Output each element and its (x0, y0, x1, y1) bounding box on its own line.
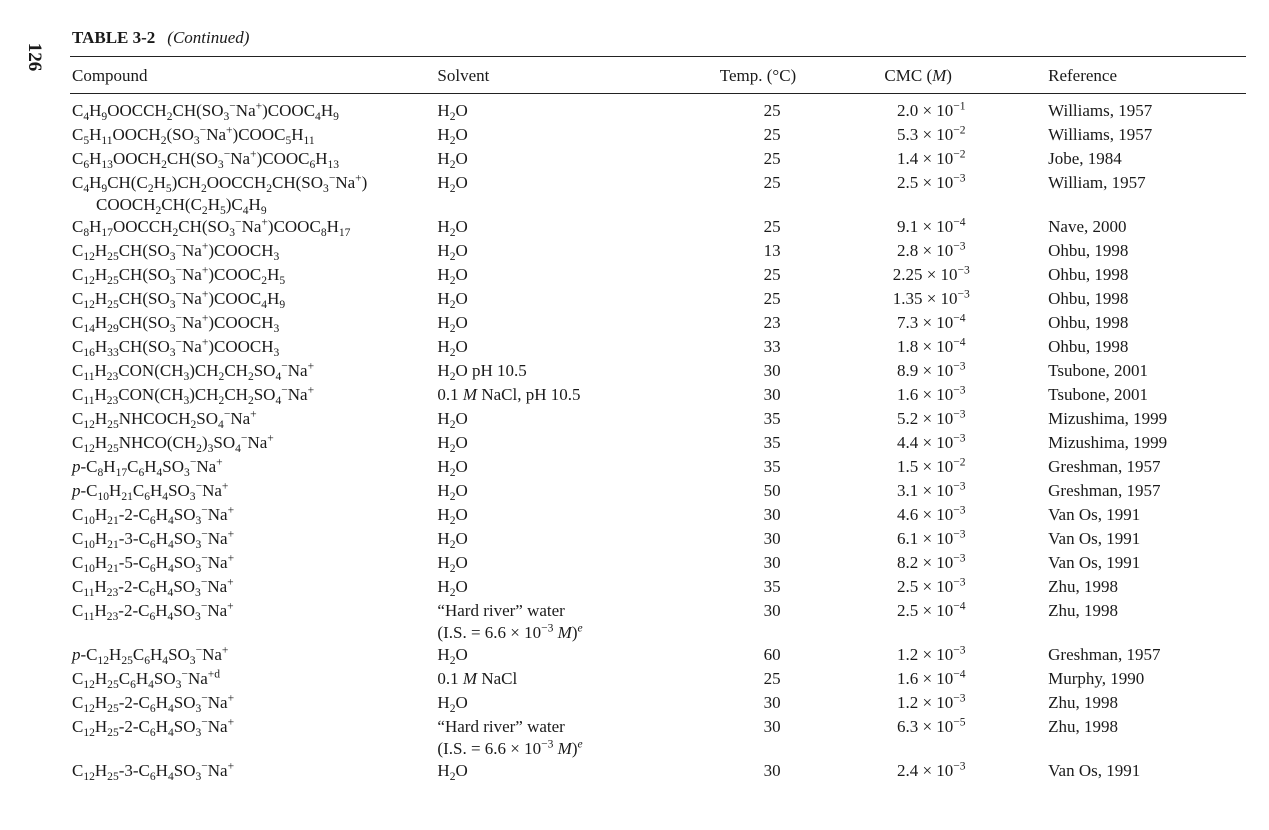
solvent-cell (437, 90, 699, 124)
temperature-cell: 35 (763, 577, 781, 596)
reference-cell: Murphy, 1990 (1048, 669, 1145, 688)
temperature-cell: 25 (763, 125, 781, 144)
reference-cell: Van Os, 1991 (1048, 529, 1141, 548)
compound-cell (72, 692, 437, 716)
table-body (72, 90, 1269, 784)
cmc-cell: $2.5 \times 10^{-4}$ (896, 599, 966, 620)
cmc-cell: $2.5 \times 10^{-3}$ (896, 171, 966, 192)
compound-cell (72, 148, 437, 172)
temperature-cell: 30 (763, 761, 781, 780)
table-row (72, 432, 1269, 456)
cmc-cell: $1.35 \times 10^{-3}$ (892, 287, 970, 308)
solvent-cell-line: $H_2O$ (437, 337, 468, 360)
cmc-cell: $2.4 \times 10^{-3}$ (896, 759, 966, 780)
table-row (72, 576, 1269, 600)
table-row (72, 336, 1269, 360)
compound-cell (72, 760, 437, 784)
solvent-cell (437, 264, 699, 288)
solvent-cell (437, 760, 699, 784)
solvent-cell-line: “Hard river” water (437, 717, 565, 736)
table-row (72, 288, 1269, 312)
table-continued: (Continued) (167, 28, 250, 47)
temperature-cell: 30 (763, 553, 781, 572)
solvent-cell (437, 456, 699, 480)
temperature-cell: 25 (763, 265, 781, 284)
table-row (72, 716, 1269, 760)
compound-cell-line: $C_{12}H_{25}-2-C_6H_4SO_3^-Na^+$ (72, 691, 235, 716)
compound-cell-line: $C_{12}H_{25}CH(SO_3^-Na^+)COOCH_3$ (72, 239, 280, 264)
compound-cell (72, 264, 437, 288)
compound-cell (72, 384, 437, 408)
reference-cell: Tsubone, 2001 (1048, 361, 1148, 380)
solvent-cell (437, 552, 699, 576)
reference-cell: Ohbu, 1998 (1048, 289, 1129, 308)
temperature-cell: 25 (763, 669, 781, 688)
solvent-cell (437, 288, 699, 312)
temperature-cell: 25 (763, 173, 781, 192)
reference-cell: Nave, 2000 (1048, 217, 1127, 236)
compound-cell-line: $C_{16}H_{33}CH(SO_3^-Na^+)COOCH_3$ (72, 335, 280, 360)
compound-cell-line: $p-C_{12}H_{25}C_6H_4SO_3^-Na^+$ (72, 643, 229, 668)
column-header-temp: Temp. (°C) (719, 66, 797, 85)
solvent-cell-line: $H_2O$ (437, 289, 468, 312)
temperature-cell: 30 (763, 693, 781, 712)
reference-cell: Williams, 1957 (1048, 125, 1153, 144)
solvent-cell-line: 0.1 M NaCl (437, 669, 518, 688)
reference-cell: Zhu, 1998 (1048, 693, 1119, 712)
compound-cell (72, 600, 437, 644)
compound-cell-line: $C_{10}H_{21}-5-C_6H_4SO_3^-Na^+$ (72, 551, 235, 576)
solvent-cell (437, 480, 699, 504)
reference-cell: Ohbu, 1998 (1048, 337, 1129, 356)
column-header-solvent: Solvent (437, 66, 490, 85)
compound-cell (72, 360, 437, 384)
temperature-cell: 25 (763, 149, 781, 168)
compound-cell (72, 576, 437, 600)
compound-cell-line: $C_{12}H_{25}C_6H_4SO_3^-Na^{+d}$ (72, 667, 221, 692)
table-row (72, 172, 1269, 216)
cmc-cell: $8.2 \times 10^{-3}$ (896, 551, 966, 572)
compound-cell-line: $C_{10}H_{21}-2-C_6H_4SO_3^-Na^+$ (72, 503, 235, 528)
temperature-cell: 30 (763, 717, 781, 736)
page-number: 126 (24, 42, 45, 72)
reference-cell: Zhu, 1998 (1048, 717, 1119, 736)
table-row (72, 408, 1269, 432)
solvent-cell-line: $H_2O$ (437, 217, 468, 240)
solvent-cell-line: $H_2O$ (437, 241, 468, 264)
cmc-cell: $8.9 \times 10^{-3}$ (896, 359, 966, 380)
solvent-cell-line: $H_2O$ (437, 577, 468, 600)
cmc-table (72, 62, 1269, 784)
cmc-cell: $7.3 \times 10^{-4}$ (896, 311, 966, 332)
temperature-cell: 23 (763, 313, 781, 332)
temperature-cell: 30 (763, 385, 781, 404)
cmc-cell: $2.25 \times 10^{-3}$ (892, 263, 970, 284)
cmc-cell: $9.1 \times 10^{-4}$ (896, 215, 966, 236)
solvent-cell-line: $H_2O$ pH 10.5 (437, 361, 527, 384)
compound-cell (72, 172, 437, 216)
solvent-cell (437, 432, 699, 456)
temperature-cell: 25 (763, 217, 781, 236)
solvent-cell-line: $H_2O$ (437, 149, 468, 172)
compound-cell-line: $C_{12}H_{25}NHCO(CH_2)_3SO_4^-Na^+$ (72, 431, 274, 456)
table-top-rule (70, 56, 1246, 57)
table-caption (72, 28, 249, 48)
table-row (72, 216, 1269, 240)
compound-cell (72, 90, 437, 124)
column-header-cmc: CMC (M) (884, 66, 952, 85)
solvent-cell-line: $H_2O$ (437, 313, 468, 336)
compound-cell (72, 480, 437, 504)
compound-cell-line: $C_{12}H_{25}CH(SO_3^-Na^+)COOC_2H_5$ (72, 263, 286, 288)
solvent-cell (437, 716, 699, 760)
solvent-cell-line: $H_2O$ (437, 529, 468, 552)
solvent-cell (437, 576, 699, 600)
cmc-cell: $2.8 \times 10^{-3}$ (896, 239, 966, 260)
reference-cell: Mizushima, 1999 (1048, 433, 1168, 452)
cmc-cell: $1.6 \times 10^{-4}$ (896, 667, 966, 688)
cmc-cell: $1.4 \times 10^{-2}$ (896, 147, 966, 168)
compound-cell-line: $C_4H_9OOCCH_2CH(SO_3^-Na^+)COOC_4H_9$ (72, 99, 339, 124)
cmc-cell: $3.1 \times 10^{-3}$ (896, 479, 966, 500)
solvent-cell-line: 0.1 M NaCl, pH 10.5 (437, 385, 581, 404)
compound-cell (72, 716, 437, 760)
solvent-cell (437, 668, 699, 692)
compound-cell-line: $C_8H_{17}OOCCH_2CH(SO_3^-Na^+)COOC_8H_{17}$ (72, 215, 351, 240)
compound-cell-line: $C_{12}H_{25}-2-C_6H_4SO_3^-Na^+$ (72, 715, 235, 740)
compound-cell (72, 552, 437, 576)
compound-cell (72, 504, 437, 528)
reference-cell: Greshman, 1957 (1048, 457, 1161, 476)
solvent-cell-line: “Hard river” water (437, 601, 565, 620)
compound-cell-line: $C_5H_{11}OOCH_2(SO_3^-Na^+)COOC_5H_{11}$ (72, 123, 315, 148)
compound-cell (72, 456, 437, 480)
table-row (72, 90, 1269, 124)
solvent-cell-line: $H_2O$ (437, 505, 468, 528)
solvent-cell-line: $H_2O$ (437, 553, 468, 576)
reference-cell: Van Os, 1991 (1048, 505, 1141, 524)
reference-cell: Zhu, 1998 (1048, 601, 1119, 620)
solvent-cell-line: $H_2O$ (437, 409, 468, 432)
temperature-cell: 30 (763, 601, 781, 620)
cmc-cell: $6.1 \times 10^{-3}$ (896, 527, 966, 548)
reference-cell: Zhu, 1998 (1048, 577, 1119, 596)
table-row (72, 312, 1269, 336)
reference-cell: Van Os, 1991 (1048, 553, 1141, 572)
solvent-cell (437, 172, 699, 216)
reference-cell: Tsubone, 2001 (1048, 385, 1148, 404)
temperature-cell: 25 (763, 289, 781, 308)
table-row (72, 240, 1269, 264)
solvent-cell-line: $H_2O$ (437, 693, 468, 716)
solvent-cell-line: $H_2O$ (437, 761, 468, 784)
cmc-cell: $1.6 \times 10^{-3}$ (896, 383, 966, 404)
compound-cell-line: $C_4H_9CH(C_2H_5)CH_2OOCCH_2CH(SO_3^-Na^+)$ (72, 171, 368, 196)
temperature-cell: 35 (763, 457, 781, 476)
solvent-cell-line: $H_2O$ (437, 125, 468, 148)
table-row (72, 644, 1269, 668)
solvent-cell (437, 124, 699, 148)
compound-cell (72, 644, 437, 668)
reference-cell: Jobe, 1984 (1048, 149, 1122, 168)
compound-cell (72, 216, 437, 240)
temperature-cell: 30 (763, 361, 781, 380)
temperature-cell: 30 (763, 529, 781, 548)
compound-cell (72, 432, 437, 456)
table-row (72, 504, 1269, 528)
solvent-cell (437, 528, 699, 552)
table-row (72, 668, 1269, 692)
solvent-cell (437, 312, 699, 336)
reference-cell: Greshman, 1957 (1048, 645, 1161, 664)
compound-cell-line: $C_{11}H_{23}CON(CH_3)CH_2CH_2SO_4^-Na^+$ (72, 359, 315, 384)
solvent-cell (437, 360, 699, 384)
column-header-compound: Compound (72, 66, 148, 85)
solvent-cell-line: $H_2O$ (437, 101, 468, 124)
compound-cell-line: $C_{10}H_{21}-3-C_6H_4SO_3^-Na^+$ (72, 527, 235, 552)
compound-cell-line: $C_{14}H_{29}CH(SO_3^-Na^+)COOCH_3$ (72, 311, 280, 336)
reference-cell: Williams, 1957 (1048, 101, 1153, 120)
table-row (72, 528, 1269, 552)
solvent-cell-line: $H_2O$ (437, 481, 468, 504)
compound-cell-line: $C_{11}H_{23}-2-C_6H_4SO_3^-Na^+$ (72, 575, 234, 600)
table-row (72, 264, 1269, 288)
compound-cell-line: $C_{12}H_{25}NHCOCH_2SO_4^-Na^+$ (72, 407, 257, 432)
cmc-cell: $1.2 \times 10^{-3}$ (896, 691, 966, 712)
cmc-cell: $4.6 \times 10^{-3}$ (896, 503, 966, 524)
reference-cell: Mizushima, 1999 (1048, 409, 1168, 428)
cmc-cell: $1.2 \times 10^{-3}$ (896, 643, 966, 664)
compound-cell (72, 336, 437, 360)
solvent-cell (437, 408, 699, 432)
solvent-cell-line: (I.S. = $6.6 \times 10^{-3}$ M)$^e$ (437, 737, 583, 758)
table-row (72, 124, 1269, 148)
table-header-row (72, 62, 1269, 90)
table-row (72, 692, 1269, 716)
table-row (72, 148, 1269, 172)
table-row (72, 600, 1269, 644)
cmc-cell: $6.3 \times 10^{-5}$ (896, 715, 966, 736)
compound-cell-line: $p-C_8H_{17}C_6H_4SO_3^-Na^+$ (72, 455, 223, 480)
compound-cell-line: $COOCH_2CH(C_2H_5)C_4H_9$ (96, 195, 267, 218)
solvent-cell (437, 644, 699, 668)
solvent-cell (437, 216, 699, 240)
compound-cell-line: $C_{12}H_{25}-3-C_6H_4SO_3^-Na^+$ (72, 759, 235, 784)
solvent-cell-line: $H_2O$ (437, 433, 468, 456)
compound-cell (72, 408, 437, 432)
column-header-reference: Reference (1048, 66, 1118, 85)
table-row (72, 760, 1269, 784)
compound-cell (72, 288, 437, 312)
cmc-cell: $1.8 \times 10^{-4}$ (896, 335, 966, 356)
reference-cell: Ohbu, 1998 (1048, 265, 1129, 284)
reference-cell: Ohbu, 1998 (1048, 313, 1129, 332)
compound-cell-line: $C_6H_{13}OOCH_2CH(SO_3^-Na^+)COOC_6H_{13}$ (72, 147, 340, 172)
solvent-cell (437, 600, 699, 644)
compound-cell (72, 312, 437, 336)
cmc-cell: $1.5 \times 10^{-2}$ (896, 455, 966, 476)
compound-cell (72, 124, 437, 148)
compound-cell-line: $C_{12}H_{25}CH(SO_3^-Na^+)COOC_4H_9$ (72, 287, 286, 312)
solvent-cell (437, 384, 699, 408)
reference-cell: William, 1957 (1048, 173, 1146, 192)
solvent-cell (437, 148, 699, 172)
temperature-cell: 50 (763, 481, 781, 500)
compound-cell (72, 668, 437, 692)
reference-cell: Greshman, 1957 (1048, 481, 1161, 500)
solvent-cell-line: (I.S. = $6.6 \times 10^{-3}$ M)$^e$ (437, 621, 583, 642)
compound-cell (72, 528, 437, 552)
solvent-cell-line: $H_2O$ (437, 645, 468, 668)
table-row (72, 360, 1269, 384)
cmc-cell: $2.0 \times 10^{-1}$ (896, 99, 966, 120)
cmc-cell: $5.3 \times 10^{-2}$ (896, 123, 966, 144)
compound-cell (72, 240, 437, 264)
temperature-cell: 13 (763, 241, 781, 260)
compound-cell-line: $C_{11}H_{23}CON(CH_3)CH_2CH_2SO_4^-Na^+$ (72, 383, 315, 408)
compound-cell-line: $C_{11}H_{23}-2-C_6H_4SO_3^-Na^+$ (72, 599, 234, 624)
solvent-cell-line: $H_2O$ (437, 173, 468, 196)
cmc-cell: $4.4 \times 10^{-3}$ (896, 431, 966, 452)
table-row (72, 456, 1269, 480)
temperature-cell: 33 (763, 337, 781, 356)
table-label: TABLE 3-2 (72, 28, 156, 47)
reference-cell: Van Os, 1991 (1048, 761, 1141, 780)
temperature-cell: 35 (763, 409, 781, 428)
table-row (72, 384, 1269, 408)
solvent-cell (437, 240, 699, 264)
compound-cell-line: $p-C_{10}H_{21}C_6H_4SO_3^-Na^+$ (72, 479, 229, 504)
cmc-cell: $2.5 \times 10^{-3}$ (896, 575, 966, 596)
solvent-cell (437, 692, 699, 716)
temperature-cell: 60 (763, 645, 781, 664)
table-row (72, 480, 1269, 504)
cmc-cell: $5.2 \times 10^{-3}$ (896, 407, 966, 428)
solvent-cell (437, 504, 699, 528)
reference-cell: Ohbu, 1998 (1048, 241, 1129, 260)
solvent-cell (437, 336, 699, 360)
solvent-cell-line: $H_2O$ (437, 265, 468, 288)
table-row (72, 552, 1269, 576)
temperature-cell: 35 (763, 433, 781, 452)
temperature-cell: 25 (763, 101, 781, 120)
solvent-cell-line: $H_2O$ (437, 457, 468, 480)
temperature-cell: 30 (763, 505, 781, 524)
